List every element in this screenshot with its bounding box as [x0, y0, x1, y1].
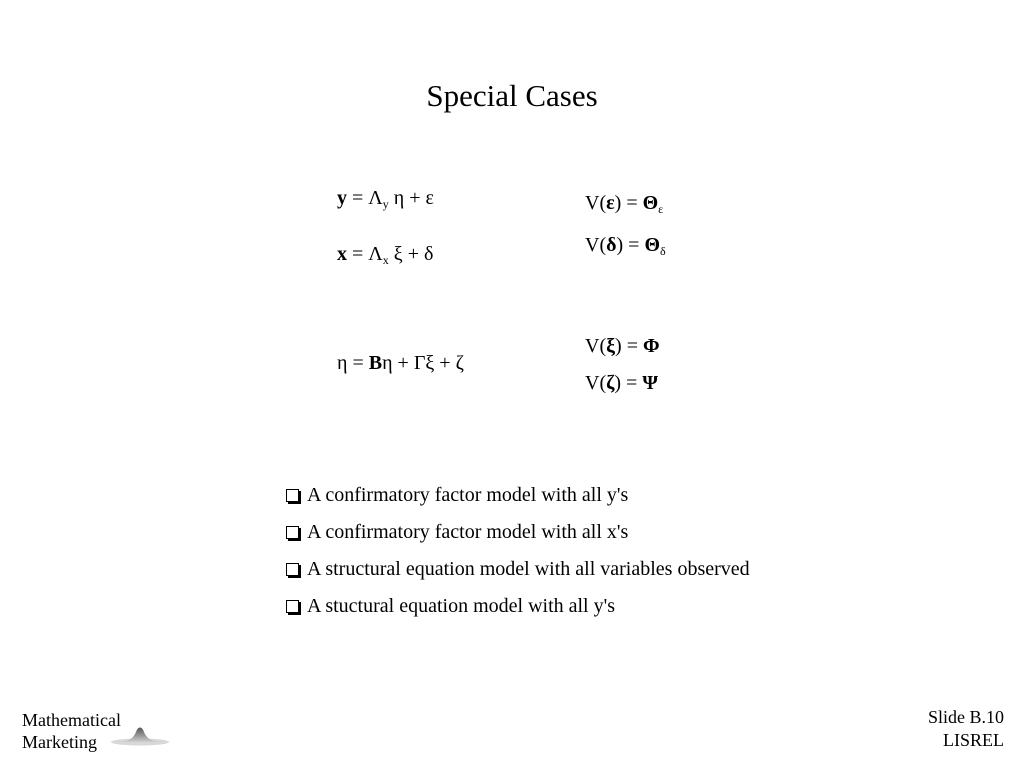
eq-x-rhs: ξ + δ: [388, 243, 434, 265]
eq-eta-pre: η =: [337, 352, 369, 374]
eq-x-lhs: x: [337, 243, 347, 265]
var-xi-mid: ) =: [615, 335, 643, 357]
eq-y-lhs: y: [337, 187, 347, 209]
footer-brand-line1: Mathematical: [22, 710, 121, 730]
variance-epsilon: [585, 192, 663, 215]
checkbox-bullet-icon: [286, 600, 299, 613]
bell-curve-logo-icon: [110, 722, 170, 750]
variance-delta: [585, 234, 666, 257]
var-eps-mid: ) =: [614, 192, 643, 214]
list-item: [286, 557, 750, 594]
var-delta-mid: ) =: [616, 234, 645, 256]
eq-x-mid: = Λ: [347, 243, 383, 265]
list-item: [286, 520, 750, 557]
footer-slide-info: [928, 706, 1004, 752]
footer-brand: [22, 709, 121, 753]
eq-y-rhs: η + ε: [388, 187, 434, 209]
checkbox-bullet-icon: [286, 489, 299, 502]
list-item-text: A confirmatory factor model with all x's: [307, 521, 629, 543]
slide-number: Slide B.10: [927, 707, 1004, 727]
eq-y-mid: = Λ: [347, 187, 383, 209]
var-eps-pre: V(: [585, 192, 607, 214]
slide-title: Special Cases: [426, 78, 598, 113]
eq-x-sub: x: [382, 253, 389, 267]
checkbox-bullet-icon: [286, 526, 299, 539]
var-xi-sym: ξ: [606, 335, 616, 357]
list-item: [286, 483, 750, 520]
variance-xi: [585, 335, 660, 358]
list-item-text: A structural equation model with all variables observed: [307, 558, 750, 580]
list-item-text: A stuctural equation model with all y's: [307, 595, 615, 617]
var-eps-mat: Θ: [642, 192, 659, 214]
footer-brand-line2: Marketing: [22, 732, 97, 752]
var-zeta-mat: Ψ: [642, 372, 658, 394]
eq-eta-b: B: [368, 352, 383, 374]
special-cases-list: [286, 483, 750, 631]
list-item-text: A confirmatory factor model with all y's: [307, 484, 629, 506]
var-zeta-mid: ) =: [614, 372, 643, 394]
measurement-equation-x: [337, 243, 433, 266]
eq-y-sub: y: [382, 197, 389, 211]
slide-section: LISREL: [943, 730, 1004, 750]
var-eps-sym: ε: [606, 192, 615, 214]
eq-eta-rhs: η + Γξ + ζ: [382, 352, 464, 374]
measurement-equation-y: [337, 187, 434, 210]
var-xi-pre: V(: [585, 335, 607, 357]
var-delta-mat: Θ: [644, 234, 661, 256]
variance-zeta: [585, 372, 658, 395]
var-xi-mat: Φ: [642, 335, 660, 357]
var-delta-sym: δ: [606, 234, 617, 256]
var-delta-pre: V(: [585, 234, 607, 256]
checkbox-bullet-icon: [286, 563, 299, 576]
var-zeta-sym: ζ: [606, 372, 615, 394]
var-delta-sub: δ: [660, 244, 666, 258]
var-eps-sub: ε: [658, 202, 664, 216]
var-zeta-pre: V(: [585, 372, 607, 394]
structural-equation: [337, 352, 464, 375]
list-item: [286, 594, 750, 631]
